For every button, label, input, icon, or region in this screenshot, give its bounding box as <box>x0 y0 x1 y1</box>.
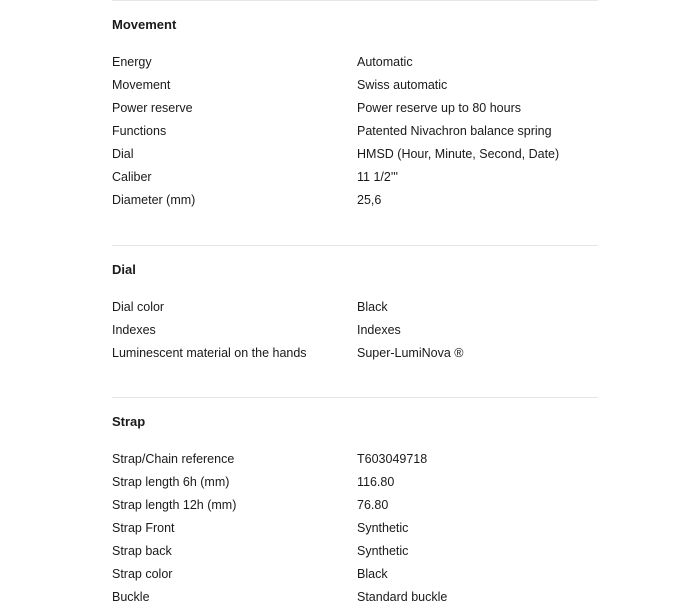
spec-value: 116.80 <box>357 475 395 489</box>
spec-value: Super-LumiNova ® <box>357 346 464 360</box>
spec-value: Standard buckle <box>357 590 448 604</box>
spec-list <box>112 54 598 215</box>
spec-label: Strap back <box>112 544 172 558</box>
spec-row-strap-front <box>112 520 598 543</box>
spec-row-luminescent <box>112 345 598 368</box>
spec-value: Swiss automatic <box>357 78 448 92</box>
spec-label: Buckle <box>112 590 150 604</box>
spec-value: Indexes <box>357 323 401 337</box>
spec-row-movement <box>112 77 598 100</box>
spec-row-strap-reference <box>112 451 598 474</box>
spec-label: Strap Front <box>112 521 175 535</box>
spec-label: Caliber <box>112 170 152 184</box>
spec-row-diameter <box>112 192 598 215</box>
spec-row-functions <box>112 123 598 146</box>
spec-label: Diameter (mm) <box>112 193 196 207</box>
spec-value: HMSD (Hour, Minute, Second, Date) <box>357 147 560 161</box>
spec-row-dial-color <box>112 299 598 322</box>
spec-row-strap-color <box>112 566 598 589</box>
section-movement <box>112 1 598 245</box>
spec-label: Luminescent material on the hands <box>112 346 307 360</box>
spec-label: Strap color <box>112 567 173 581</box>
spec-label: Strap length 12h (mm) <box>112 498 237 512</box>
spec-row-energy <box>112 54 598 77</box>
spec-row-strap-length-12h <box>112 497 598 520</box>
spec-value: 76.80 <box>357 498 389 512</box>
spec-label: Strap/Chain reference <box>112 452 235 466</box>
spec-row-caliber <box>112 169 598 192</box>
spec-value: Synthetic <box>357 521 409 535</box>
spec-row-dial <box>112 146 598 169</box>
spec-value: Automatic <box>357 55 413 69</box>
spec-label: Strap length 6h (mm) <box>112 475 230 489</box>
spec-value: T603049718 <box>357 452 428 466</box>
spec-list <box>112 451 598 612</box>
spec-row-strap-length-6h <box>112 474 598 497</box>
spec-list <box>112 299 598 368</box>
section-dial <box>112 246 598 397</box>
spec-row-power-reserve <box>112 100 598 123</box>
spec-value: Black <box>357 567 388 581</box>
spec-value: Synthetic <box>357 544 409 558</box>
spec-label: Dial color <box>112 300 165 314</box>
spec-value: Black <box>357 300 388 314</box>
spec-value: 25,6 <box>357 193 382 207</box>
spec-value: 11 1/2''' <box>357 170 398 184</box>
spec-row-strap-back <box>112 543 598 566</box>
spec-label: Movement <box>112 78 171 92</box>
section-title: Movement <box>112 17 177 32</box>
spec-value: Power reserve up to 80 hours <box>357 101 521 115</box>
spec-label: Indexes <box>112 323 156 337</box>
spec-label: Power reserve <box>112 101 193 115</box>
section-title: Strap <box>112 414 146 429</box>
spec-row-buckle <box>112 589 598 612</box>
spec-label: Energy <box>112 55 152 69</box>
section-title: Dial <box>112 262 136 277</box>
spec-value: Patented Nivachron balance spring <box>357 124 552 138</box>
spec-sheet <box>112 0 598 612</box>
spec-label: Dial <box>112 147 134 161</box>
spec-row-indexes <box>112 322 598 345</box>
spec-label: Functions <box>112 124 167 138</box>
